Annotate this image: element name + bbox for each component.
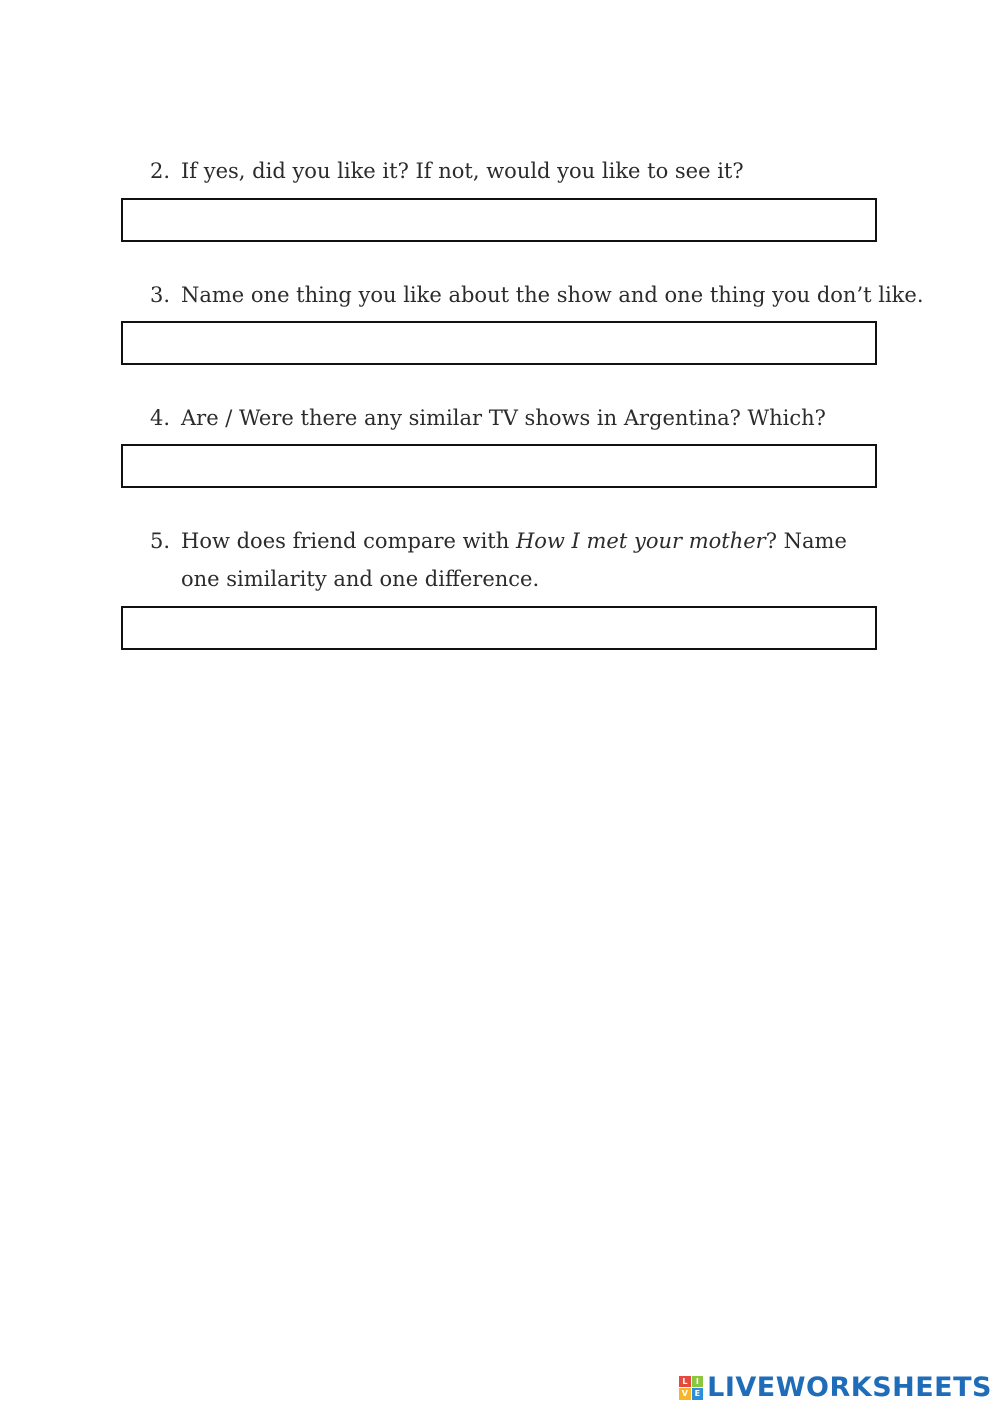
question-4	[150, 399, 880, 437]
question-number: 5.	[150, 529, 171, 553]
question-text	[181, 522, 880, 598]
question-number: 4.	[150, 406, 171, 430]
logo-letter: V	[679, 1388, 691, 1400]
logo-letter: E	[692, 1388, 704, 1400]
answer-field-5[interactable]	[121, 606, 877, 650]
question-5	[150, 522, 880, 598]
answer-field-4[interactable]	[121, 444, 877, 488]
question-3	[150, 276, 924, 314]
question-text: Are / Were there any similar TV shows in Argentina? Which?	[181, 406, 826, 430]
brand-logo-icon	[679, 1376, 703, 1400]
question-text: Name one thing you like about the show and one thing you don’t like.	[181, 283, 924, 307]
question-text-end: ? Name one similarity and one difference.	[181, 529, 847, 591]
show-title: How I met your mother	[515, 529, 766, 553]
question-number: 3.	[150, 283, 171, 307]
logo-letter: I	[692, 1376, 704, 1388]
logo-letter: L	[679, 1376, 691, 1388]
question-2	[150, 152, 880, 190]
question-text-start: How does friend compare with	[181, 529, 516, 553]
question-number: 2.	[150, 159, 171, 183]
question-text: If yes, did you like it? If not, would you like to see it?	[181, 159, 744, 183]
answer-field-3[interactable]	[121, 321, 877, 365]
answer-field-2[interactable]	[121, 198, 877, 242]
brand-name: LIVEWORKSHEETS	[707, 1372, 992, 1403]
liveworksheets-logo	[679, 1372, 992, 1403]
